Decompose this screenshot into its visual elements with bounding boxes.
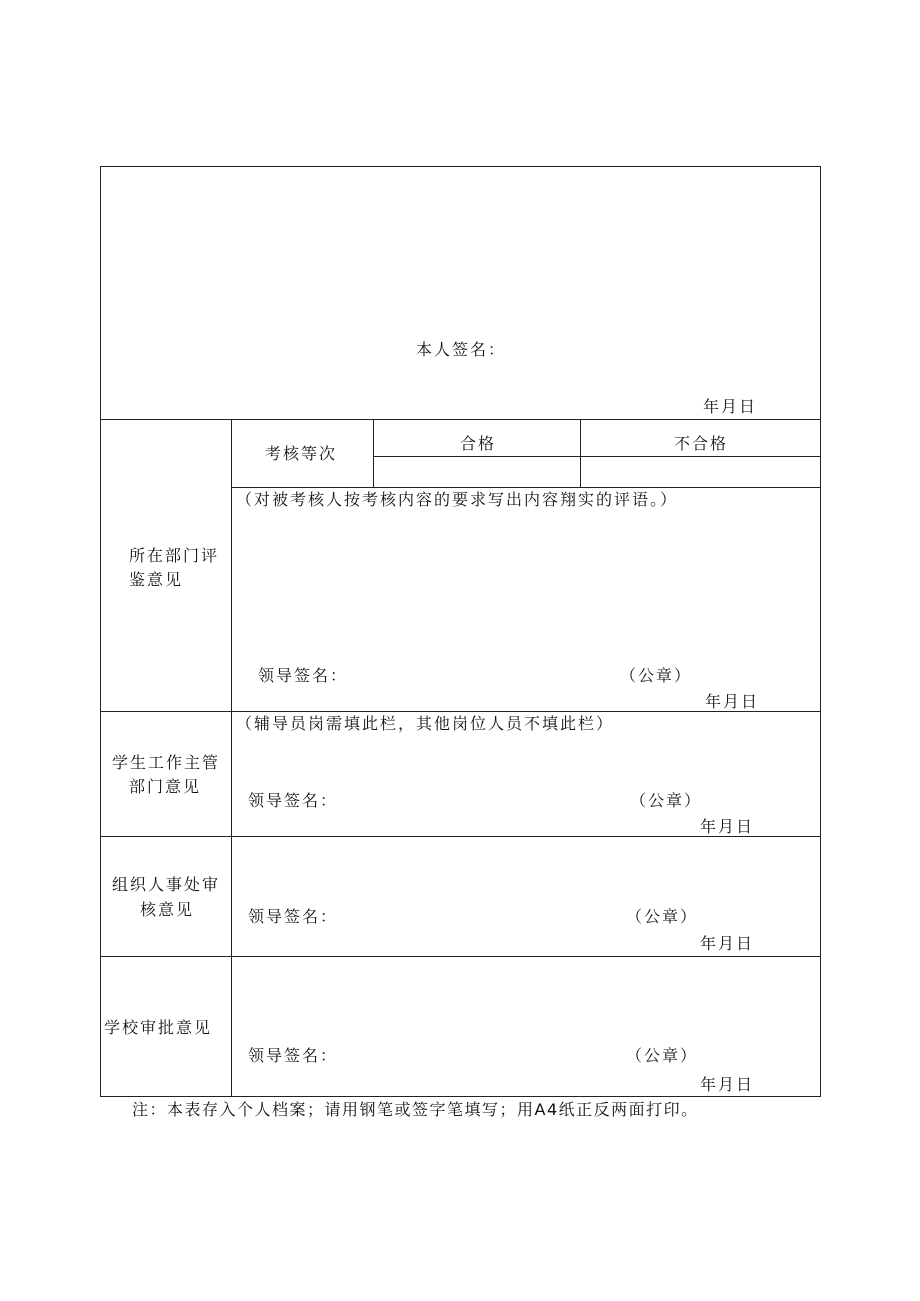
table-divider: [231, 419, 232, 1097]
table-border-bottom: [100, 1096, 821, 1097]
personnel-section-title-line2: 核意见: [140, 900, 195, 919]
table-divider: [231, 487, 821, 488]
table-divider: [100, 711, 821, 712]
leader-signature-label: 领导签名：: [248, 791, 339, 810]
student-affairs-section-title-line1: 学生工作主管: [112, 753, 221, 772]
dept-section-title: 所在部门评鉴意见: [129, 546, 220, 589]
student-affairs-instruction: （辅导员岗需填此栏，其他岗位人员不填此栏）: [236, 714, 615, 733]
self-signature-label: 本人签名：: [416, 340, 507, 359]
seal-label: （公章）: [626, 1046, 699, 1065]
table-border-left: [100, 166, 101, 1097]
footnote: 注：本表存入个人档案；请用钢笔或签字笔填写；用A4纸正反两面打印。: [132, 1100, 699, 1119]
table-border-top: [100, 166, 821, 167]
school-section-title: 学校审批意见: [104, 1018, 213, 1037]
seal-label: （公章）: [630, 791, 703, 810]
date-label: 年月日: [700, 817, 755, 836]
student-affairs-section-title-line2: 部门意见: [129, 777, 202, 796]
seal-label: （公章）: [620, 666, 693, 685]
leader-signature-label: 领导签名：: [248, 1046, 339, 1065]
table-divider: [100, 836, 821, 837]
grade-label: 考核等次: [265, 444, 338, 463]
date-label: 年月日: [703, 397, 758, 416]
table-divider: [373, 456, 821, 457]
date-label: 年月日: [700, 934, 755, 953]
dept-instruction: （对被考核人按考核内容的要求写出内容翔实的评语。）: [236, 490, 679, 509]
date-label: 年月日: [705, 692, 760, 711]
table-divider: [580, 419, 581, 488]
grade-fail-header: 不合格: [674, 434, 729, 453]
personnel-section-title-line1: 组织人事处审: [112, 875, 221, 894]
date-label: 年月日: [700, 1075, 755, 1094]
leader-signature-label: 领导签名：: [258, 666, 349, 685]
table-divider: [373, 419, 374, 488]
grade-pass-header: 合格: [460, 434, 497, 453]
seal-label: （公章）: [626, 907, 699, 926]
table-divider: [100, 956, 821, 957]
leader-signature-label: 领导签名：: [248, 907, 339, 926]
table-border-right: [820, 166, 821, 1097]
table-divider: [100, 419, 821, 420]
